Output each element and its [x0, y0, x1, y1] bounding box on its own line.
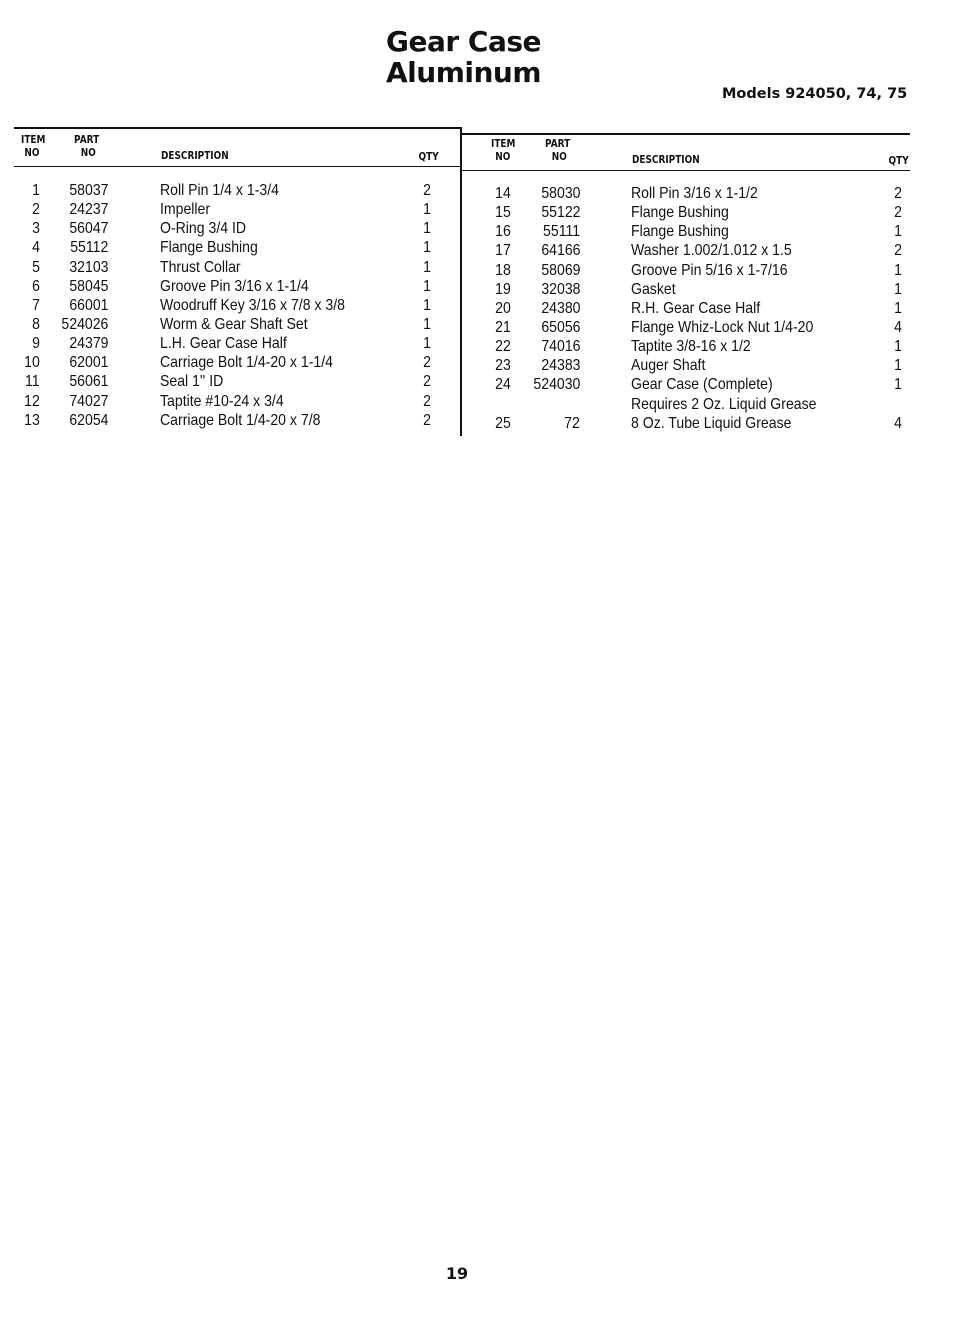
item-number: 22	[495, 338, 511, 356]
part-description: Roll Pin 1/4 x 1-3/4	[160, 182, 279, 199]
right-header-item: ITEM NO	[491, 138, 516, 163]
part-description: Gasket	[631, 280, 676, 298]
left-header-rule	[14, 166, 460, 167]
part-quantity: 2	[894, 242, 902, 260]
page-title	[386, 26, 541, 88]
part-description: Carriage Bolt 1/4-20 x 7/8	[160, 411, 321, 429]
right-header-part: PART NO	[545, 138, 571, 163]
item-number: 15	[495, 204, 511, 222]
left-header-qty: QTY	[418, 151, 439, 163]
part-description: 8 Oz. Tube Liquid Grease	[631, 414, 792, 432]
item-number: 17	[495, 242, 511, 260]
part-number: 55112	[69, 239, 108, 257]
item-number: 20	[495, 299, 511, 317]
part-number: 62001	[68, 354, 108, 372]
part-description: L.H. Gear Case Half	[160, 335, 287, 353]
part-number: 58045	[68, 277, 108, 295]
part-description: Woodruff Key 3/16 x 7/8 x 3/8	[160, 296, 345, 314]
title-line-1: Gear Case	[386, 25, 542, 58]
table-row	[0, 296, 460, 315]
part-number: 32038	[540, 280, 580, 298]
part-quantity: 1	[894, 338, 902, 356]
part-number: 56061	[68, 373, 108, 391]
part-description: Roll Pin 3/16 x 1-1/2	[631, 185, 758, 202]
item-number: 12	[24, 392, 40, 410]
part-quantity: 1	[894, 261, 902, 279]
table-row	[462, 222, 910, 241]
item-number: 7	[32, 296, 40, 314]
part-number: 65056	[540, 318, 580, 336]
part-number: 74027	[68, 392, 108, 410]
part-description: Auger Shaft	[631, 357, 706, 375]
part-quantity: 1	[894, 223, 902, 241]
title-line-2: Aluminum	[386, 56, 542, 89]
part-quantity: 2	[423, 373, 431, 391]
part-number: 24383	[540, 357, 580, 375]
item-number: 21	[495, 318, 511, 336]
table-row	[462, 280, 910, 299]
table-row	[0, 277, 460, 296]
table-row	[0, 258, 460, 277]
item-number: 14	[495, 185, 511, 202]
part-quantity: 1	[423, 315, 431, 333]
part-number: 524026	[61, 315, 108, 333]
item-number: 13	[24, 411, 40, 429]
item-number: 24	[495, 376, 511, 394]
table-row	[0, 334, 460, 353]
part-number: 72	[564, 414, 580, 432]
part-description: Carriage Bolt 1/4-20 x 1-1/4	[160, 354, 333, 372]
part-number: 58037	[68, 182, 108, 199]
part-quantity: 2	[423, 182, 431, 199]
part-description: R.H. Gear Case Half	[631, 299, 761, 317]
part-description: Seal 1'' ID	[160, 373, 224, 391]
part-quantity: 4	[894, 414, 902, 432]
item-number: 2	[32, 201, 40, 219]
part-description: Flange Bushing	[631, 204, 729, 222]
part-quantity: 1	[423, 277, 431, 295]
part-number: 55122	[540, 204, 580, 222]
part-quantity: 1	[894, 280, 902, 298]
page-number: 19	[445, 1264, 469, 1283]
right-header-qty: QTY	[888, 155, 909, 167]
left-header-part: PART NO	[74, 134, 100, 159]
right-parts-list	[462, 184, 910, 433]
table-row	[0, 392, 460, 411]
part-number: 55111	[542, 223, 580, 241]
table-row	[0, 353, 460, 372]
part-quantity: 1	[423, 335, 431, 353]
item-number: 6	[32, 277, 40, 295]
part-description: Flange Bushing	[160, 239, 258, 257]
item-number: 8	[32, 315, 40, 333]
part-quantity: 1	[423, 220, 431, 238]
part-description: O-Ring 3/4 ID	[160, 220, 247, 238]
item-number: 23	[495, 357, 511, 375]
part-description: Groove Pin 3/16 x 1-1/4	[160, 277, 309, 295]
left-top-rule	[14, 127, 460, 129]
item-number: 25	[495, 414, 511, 432]
part-number: 524030	[533, 376, 580, 394]
part-number: 32103	[68, 258, 108, 276]
part-quantity: 1	[894, 357, 902, 375]
item-number: 11	[25, 373, 40, 391]
table-row	[462, 241, 910, 260]
part-description: Washer 1.002/1.012 x 1.5	[631, 242, 792, 260]
part-description: Taptite #10-24 x 3/4	[160, 392, 284, 410]
part-number: 24380	[540, 299, 580, 317]
part-number: 24379	[68, 335, 108, 353]
table-row	[462, 299, 910, 318]
table-row	[0, 315, 460, 334]
table-row	[0, 181, 460, 200]
part-quantity: 2	[423, 392, 431, 410]
table-row	[0, 411, 460, 430]
table-row	[0, 200, 460, 219]
right-header-description: DESCRIPTION	[632, 154, 700, 166]
part-number: 24237	[68, 201, 108, 219]
part-description: Requires 2 Oz. Liquid Grease	[631, 395, 817, 413]
part-description: Worm & Gear Shaft Set	[160, 315, 308, 333]
part-quantity: 1	[423, 296, 431, 314]
table-row	[0, 219, 460, 238]
part-quantity: 1	[894, 376, 902, 394]
part-number: 56047	[68, 220, 108, 238]
table-row	[0, 372, 460, 391]
part-quantity: 1	[423, 258, 431, 276]
part-description: Gear Case (Complete)	[631, 376, 773, 394]
item-number: 16	[495, 223, 511, 241]
item-number: 9	[32, 335, 40, 353]
right-header-rule	[462, 170, 910, 171]
table-row	[462, 184, 910, 203]
left-header-item: ITEM NO	[21, 134, 46, 159]
item-number: 3	[32, 220, 40, 238]
part-number: 64166	[540, 242, 580, 260]
item-number: 1	[32, 182, 40, 199]
table-row	[462, 337, 910, 356]
item-number: 19	[495, 280, 511, 298]
part-description: Groove Pin 5/16 x 1-7/16	[631, 261, 788, 279]
table-row	[0, 238, 460, 257]
table-row	[462, 395, 910, 414]
part-description: Thrust Collar	[160, 258, 241, 276]
part-description: Taptite 3/8-16 x 1/2	[631, 338, 751, 356]
part-number: 74016	[540, 338, 580, 356]
part-quantity: 2	[894, 185, 902, 202]
table-row	[462, 203, 910, 222]
part-quantity: 1	[423, 201, 431, 219]
part-quantity: 4	[894, 318, 902, 336]
models-label: Models 924050, 74, 75	[722, 86, 908, 102]
item-number: 4	[32, 239, 40, 257]
part-number: 62054	[68, 411, 108, 429]
part-quantity: 2	[423, 354, 431, 372]
part-description: Flange Whiz-Lock Nut 1/4-20	[631, 318, 814, 336]
right-top-rule	[462, 133, 910, 135]
left-parts-list	[0, 181, 460, 430]
part-number: 58030	[540, 185, 580, 202]
table-row	[462, 356, 910, 375]
part-description: Impeller	[160, 201, 211, 219]
left-header-description: DESCRIPTION	[161, 150, 229, 162]
table-row	[462, 261, 910, 280]
table-row	[462, 414, 910, 433]
part-number: 58069	[540, 261, 580, 279]
part-description: Flange Bushing	[631, 223, 729, 241]
part-quantity: 1	[423, 239, 431, 257]
part-quantity: 1	[894, 299, 902, 317]
item-number: 18	[495, 261, 511, 279]
part-number: 66001	[68, 296, 108, 314]
item-number: 10	[24, 354, 40, 372]
table-row	[462, 375, 910, 394]
part-quantity: 2	[894, 204, 902, 222]
item-number: 5	[32, 258, 40, 276]
part-quantity: 2	[423, 411, 431, 429]
table-row	[462, 318, 910, 337]
